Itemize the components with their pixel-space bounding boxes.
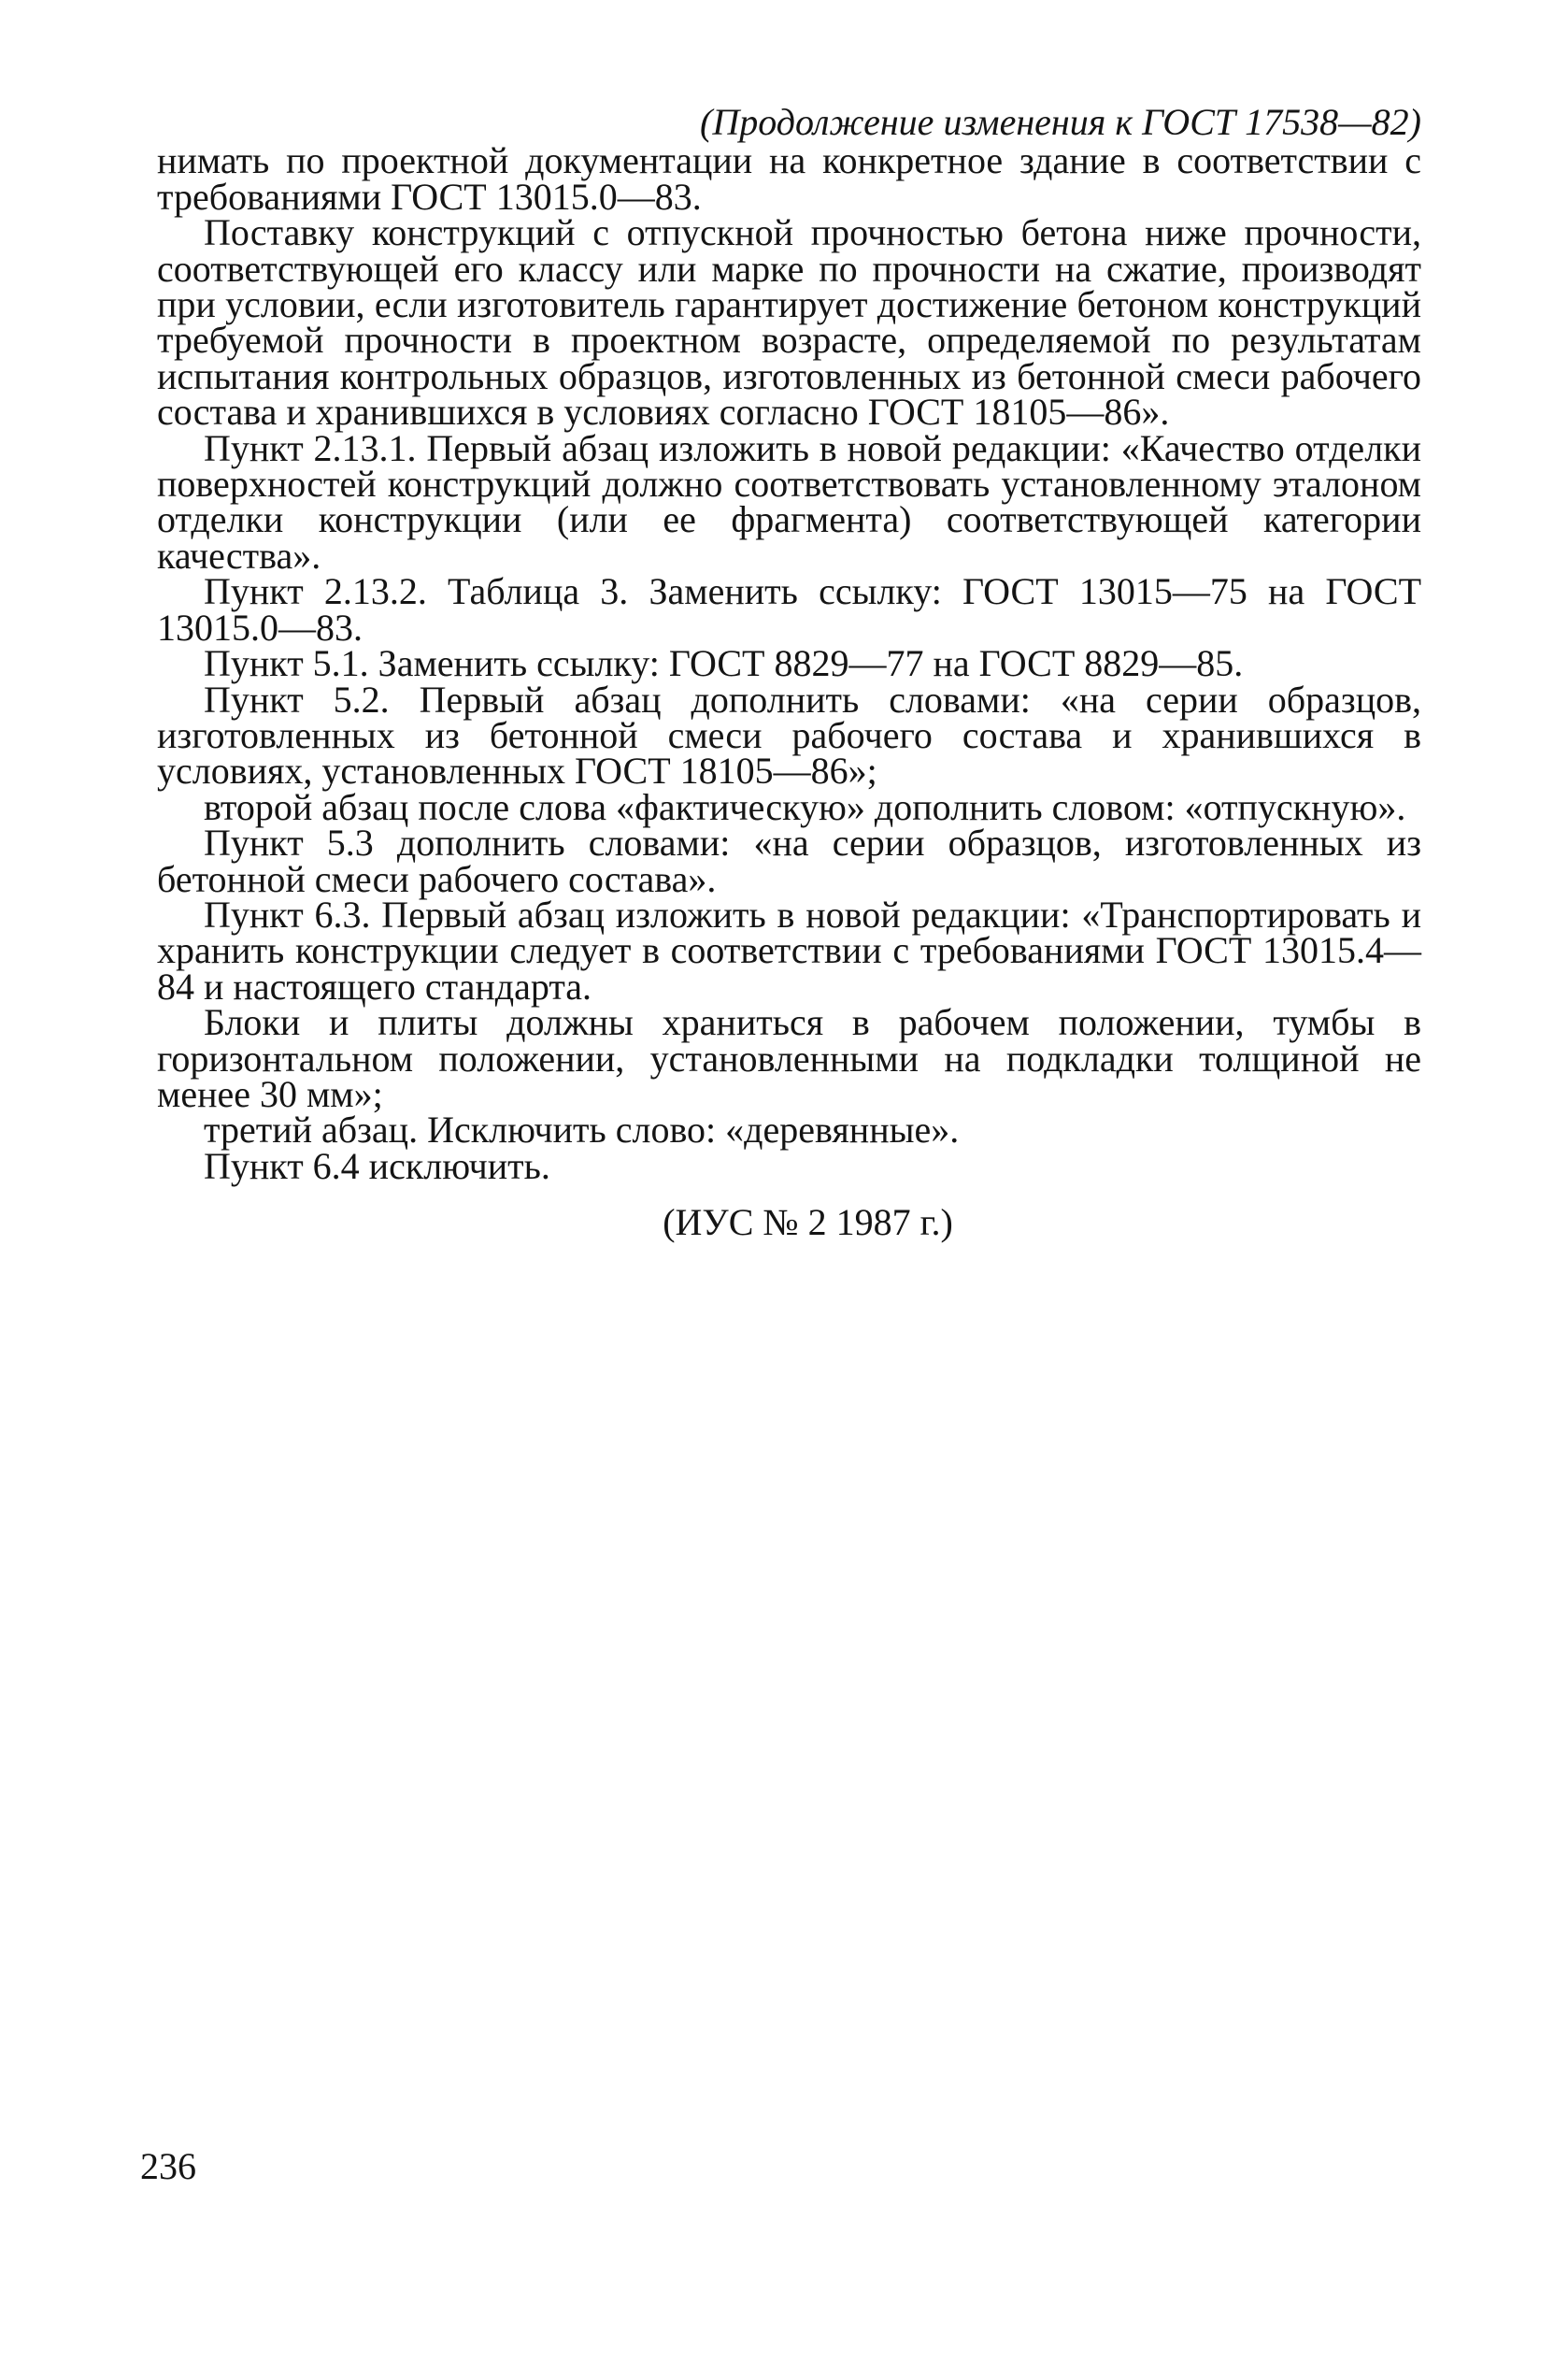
paragraph-delivery: Поставку конструкций с отпускной прочностью бетона ниже прочности, соответствующей его классу или марке по прочности на сжатие, производят при условии, если изготовитель гарантирует достижение бетоном конструкций требуемой прочности в проектном возрасте, определяемой по результатам испытания контрольных образцов, изготовленных из бетонной смеси рабочего состава и хранившихся в условиях согласно ГОСТ 18105—86». — [157, 211, 1421, 434]
paragraph-second-abzac: второй абзац после слова «фактическую» дополнить словом: «отпускную». — [204, 785, 1406, 828]
page-number: 236 — [140, 2145, 196, 2187]
paragraph-blocks-storage: Блоки и плиты должны храниться в рабочем положении, тумбы в горизонтальном положении, установленными на подкладки толщиной не менее 30 мм»; — [157, 1001, 1421, 1115]
paragraph-third-abzac: третий абзац. Исключить слово: «деревянные». — [204, 1109, 960, 1152]
paragraph-continuation: нимать по проектной документации на конкретное здание в соответствии с требованиями ГОСТ 13015.0—83. — [157, 139, 1421, 218]
paragraph-item-5-3: Пункт 5.3 дополнить словами: «на серии образцов, изготовленных из бетонной смеси рабочего состава». — [157, 822, 1421, 900]
ius-reference: (ИУС № 2 1987 г.) — [663, 1201, 953, 1244]
continuation-header: (Продолжение изменения к ГОСТ 17538—82) — [700, 101, 1421, 143]
paragraph-item-6-3: Пункт 6.3. Первый абзац изложить в новой редакции: «Транспортировать и хранить конструкции следует в соответствии с требованиями ГОСТ 13015.4—84 и настоящего стандарта. — [157, 893, 1421, 1008]
paragraph-item-5-1: Пункт 5.1. Заменить ссылку: ГОСТ 8829—77 на ГОСТ 8829—85. — [204, 642, 1244, 685]
paragraph-item-6-4: Пункт 6.4 исключить. — [204, 1144, 550, 1187]
paragraph-item-2-13-1: Пункт 2.13.1. Первый абзац изложить в новой редакции: «Качество отделки поверхностей конструкций должно соответствовать установленному эталоном отделки конструкции (или ее фрагмента) соответствующей категории качества». — [157, 426, 1421, 577]
paragraph-item-5-2: Пункт 5.2. Первый абзац дополнить словами: «на серии образцов, изготовленных из бетонной смеси рабочего состава и хранившихся в условиях, установленных ГОСТ 18105—86»; — [157, 678, 1421, 793]
document-body — [157, 101, 1421, 1244]
paragraph-item-2-13-2: Пункт 2.13.2. Таблица 3. Заменить ссылку: ГОСТ 13015—75 на ГОСТ 13015.0—83. — [157, 570, 1421, 649]
